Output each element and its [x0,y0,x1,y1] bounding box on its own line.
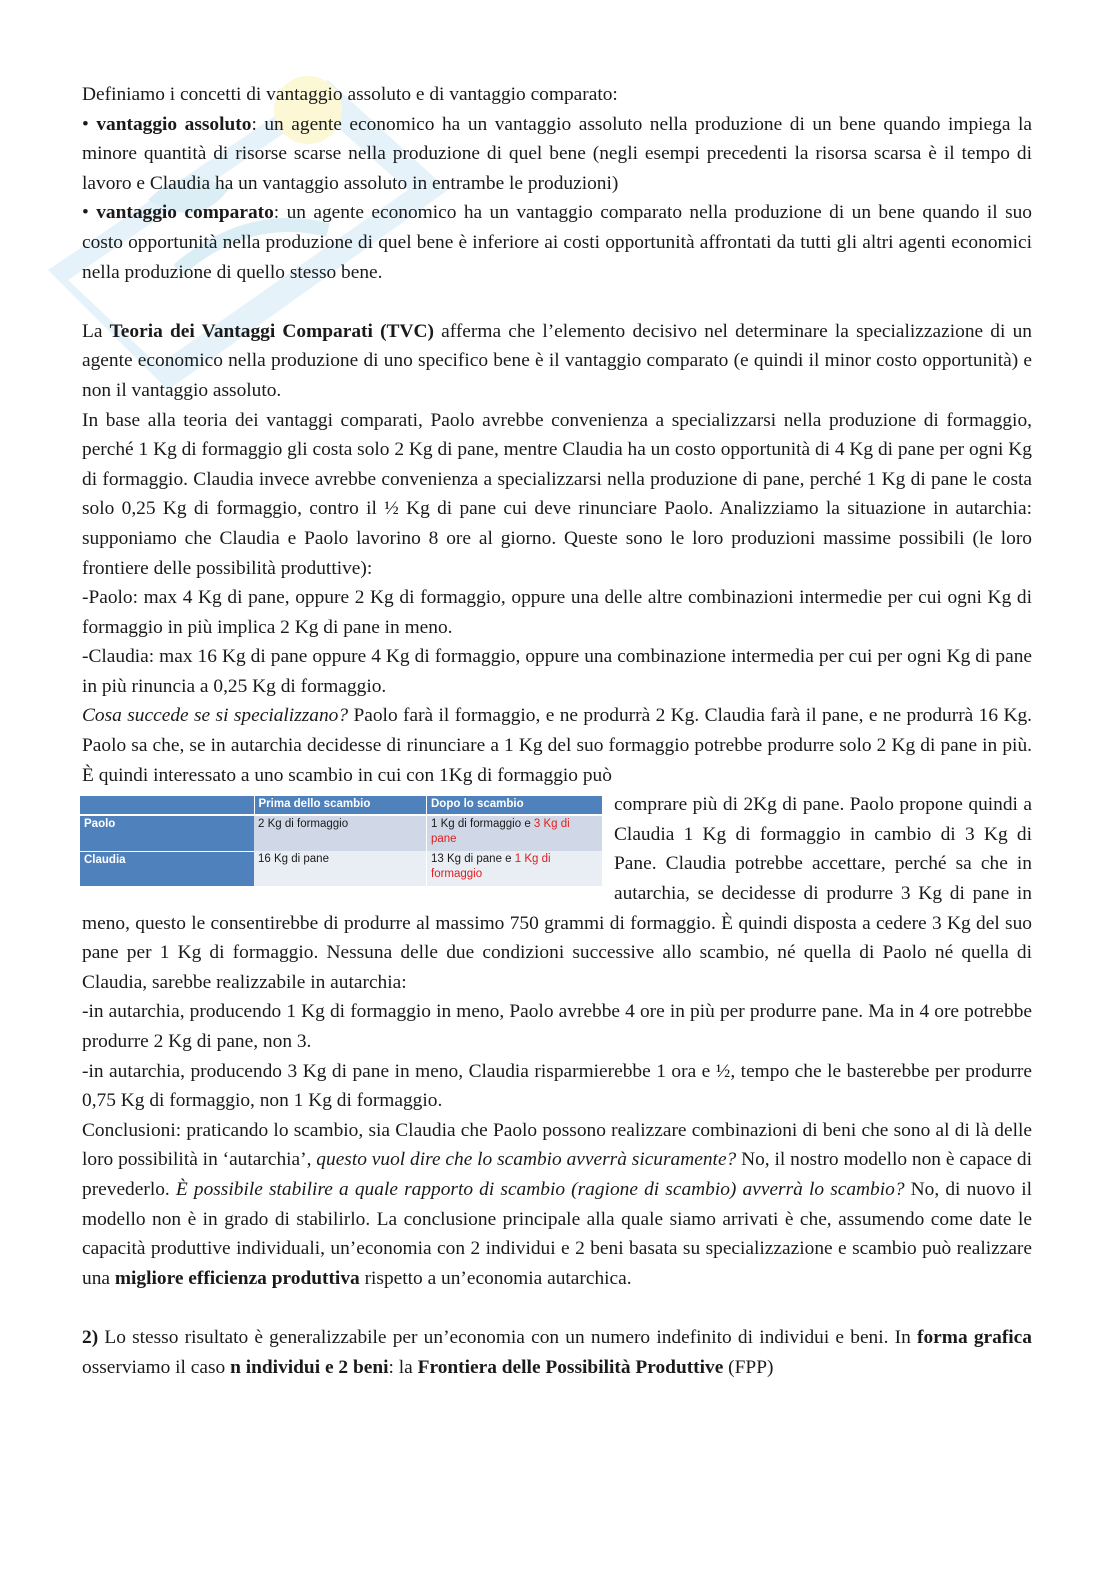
cell-after: 1 Kg di formaggio e 3 Kg di pane [427,815,603,851]
section-number: 2) [82,1326,99,1348]
row-name: Paolo [80,815,254,851]
generalization-paragraph: 2) Lo stesso risultato è generalizzabile per un’economia con un numero indefinito di individui e beni. In forma grafica osserviamo il caso n individui e 2 beni: la Frontiera delle Possibilità Produttive (FPP) [82,1326,1032,1378]
bullet-comparative-advantage: • vantaggio comparato: un agente economico ha un vantaggio comparato nella produzione di un bene quando il suo costo opportunità nella produzione di quel bene è inferiore ai costi opportunità affrontati da tutti gli altri agenti economici nella produzione di quello stesso bene. [82,202,1033,283]
term-fpp: Frontiera delle Possibilità Produttive [417,1356,724,1378]
paolo-frontier: -Paolo: max 4 Kg di pane, oppure 2 Kg di formaggio, oppure una delle altre combinazioni intermedie per cui ogni Kg di formaggio in più implica 2 Kg di pane in meno. [82,587,1032,638]
highlight-text: 1 Kg di formaggio [431,853,551,881]
exchange-proposal-paragraph: comprare più di 2Kg di pane. Paolo propone quindi a Claudia 1 Kg di formaggio in cambio di 3 Kg di Pane. Claudia potrebbe accettare, perché sa che in autarchia, se decidesse di produrre 3 Kg di pane in meno, questo le consentirebbe di produrre al massimo 750 grammi di formaggio. È quindi disposta a cedere 3 Kg del suo pane per 1 Kg di formaggio. Nessuna delle due condizioni successive allo scambio, né quella di Paolo né quella di Claudia, sarebbe realizzabile in autarchia: [82,794,1032,993]
specialization-paragraph: In base alla teoria dei vantaggi comparati, Paolo avrebbe convenienza a specializzarsi nella produzione di formaggio, perché 1 Kg di formaggio gli costa solo 2 Kg di pane, mentre Claudia ha un costo opportunità di 4 Kg di pane per ogni Kg di formaggio. Claudia invece avrebbe convenienza a specializzarsi nella produzione di pane, perché 1 Kg di pane le costa solo 0,25 Kg di formaggio, contro il ½ Kg di pane cui deve rinunciare Paolo. Analizziamo la situazione in autarchia: supponiamo che Claudia e Paolo lavorino 8 ore al giorno. Queste sono le loro produzioni massime possibili (le loro frontiere delle possibilità produttive): [82,409,1032,579]
cell-before: 16 Kg di pane [254,851,427,886]
tvc-paragraph: La Teoria dei Vantaggi Comparati (TVC) afferma che l’elemento decisivo nel determinare la specializzazione di un agente economico nella produzione di uno specifico bene è il vantaggio comparato (e quindi il minor costo opportunità) e non il vantaggio assoluto. [82,320,1032,401]
term-absolute-advantage: vantaggio assoluto [96,113,252,135]
table-row [80,851,602,886]
table-header-empty [80,796,254,815]
table-row [80,815,602,851]
cell-after: 13 Kg di pane e 1 Kg di formaggio [427,851,603,886]
table-header-before: Prima dello scambio [254,796,427,815]
table-header-after: Dopo lo scambio [427,796,603,815]
row-name: Claudia [80,851,254,886]
cell-before: 2 Kg di formaggio [254,815,427,851]
question-specialize: Cosa succede se si specializzano? [82,705,349,727]
highlight-text: 3 Kg di pane [431,818,570,846]
term-productive-efficiency: migliore efficienza produttiva [114,1267,360,1289]
intro-paragraph: Definiamo i concetti di vantaggio assoluto e di vantaggio comparato: [82,84,618,105]
question-exchange-ratio: È possibile stabilire a quale rapporto di scambio (ragione di scambio) avverrà lo scambio? [175,1178,905,1200]
paolo-autarchy-check: -in autarchia, producendo 1 Kg di formaggio in meno, Paolo avrebbe 4 ore in più per produrre pane. Ma in 4 ore potrebbe produrre 2 Kg di pane, non 3. [82,1001,1032,1052]
conclusions-paragraph: Conclusioni: praticando lo scambio, sia Claudia che Paolo possono realizzare combinazioni di beni che sono al di là delle loro possibilità in ‘autarchia’, questo vuol dire che lo scambio avverrà sicuramente? No, il nostro modello non è capace di prevederlo. È possibile stabilire a quale rapporto di scambio (ragione di scambio) avverrà lo scambio? No, di nuovo il modello non è in grado di stabilirlo. La conclusione principale alla quale siamo arrivati è che, assumendo come date le capacità produttive individuali, un’economia con 2 individui e 2 beni basata su specializzazione e scambio può realizzare una migliore efficienza produttiva rispetto a un’economia autarchica. [82,1119,1032,1289]
exchange-table [80,796,602,886]
exchange-table-wrapper [80,790,602,886]
bullet-absolute-advantage: • vantaggio assoluto: un agente economico ha un vantaggio assoluto nella produzione di un bene quando impiega la minore quantità di risorse scarse nella produzione di quel bene (negli esempi precedenti la risorsa scarsa è il tempo di lavoro e Claudia ha un vantaggio assoluto in entrambe le produzioni) [82,113,1032,194]
term-comparative-advantage: vantaggio comparato [96,202,274,224]
specialize-question-paragraph: Cosa succede se si specializzano? Paolo farà il formaggio, e ne produrrà 2 Kg. Claudia farà il pane, e ne produrrà 16 Kg. Paolo sa che, se in autarchia decidesse di rinunciare a 1 Kg del suo formaggio potrebbe produrre solo 2 Kg di pane in più. È quindi interessato a uno scambio in cui con 1Kg di formaggio può [82,705,1032,786]
question-exchange-certain: questo vuol dire che lo scambio avverrà sicuramente? [316,1149,737,1171]
claudia-autarchy-check: -in autarchia, producendo 3 Kg di pane in meno, Claudia risparmierebbe 1 ora e ½, tempo che le basterebbe per produrre 0,75 Kg di formaggio, non 1 Kg di formaggio. [82,1060,1032,1112]
document-page [82,80,1032,1382]
claudia-frontier: -Claudia: max 16 Kg di pane oppure 4 Kg di formaggio, oppure una combinazione intermedia per cui per ogni Kg di pane in più rinuncia a 0,25 Kg di formaggio. [82,646,1032,697]
term-tvc: Teoria dei Vantaggi Comparati (TVC) [109,320,434,342]
